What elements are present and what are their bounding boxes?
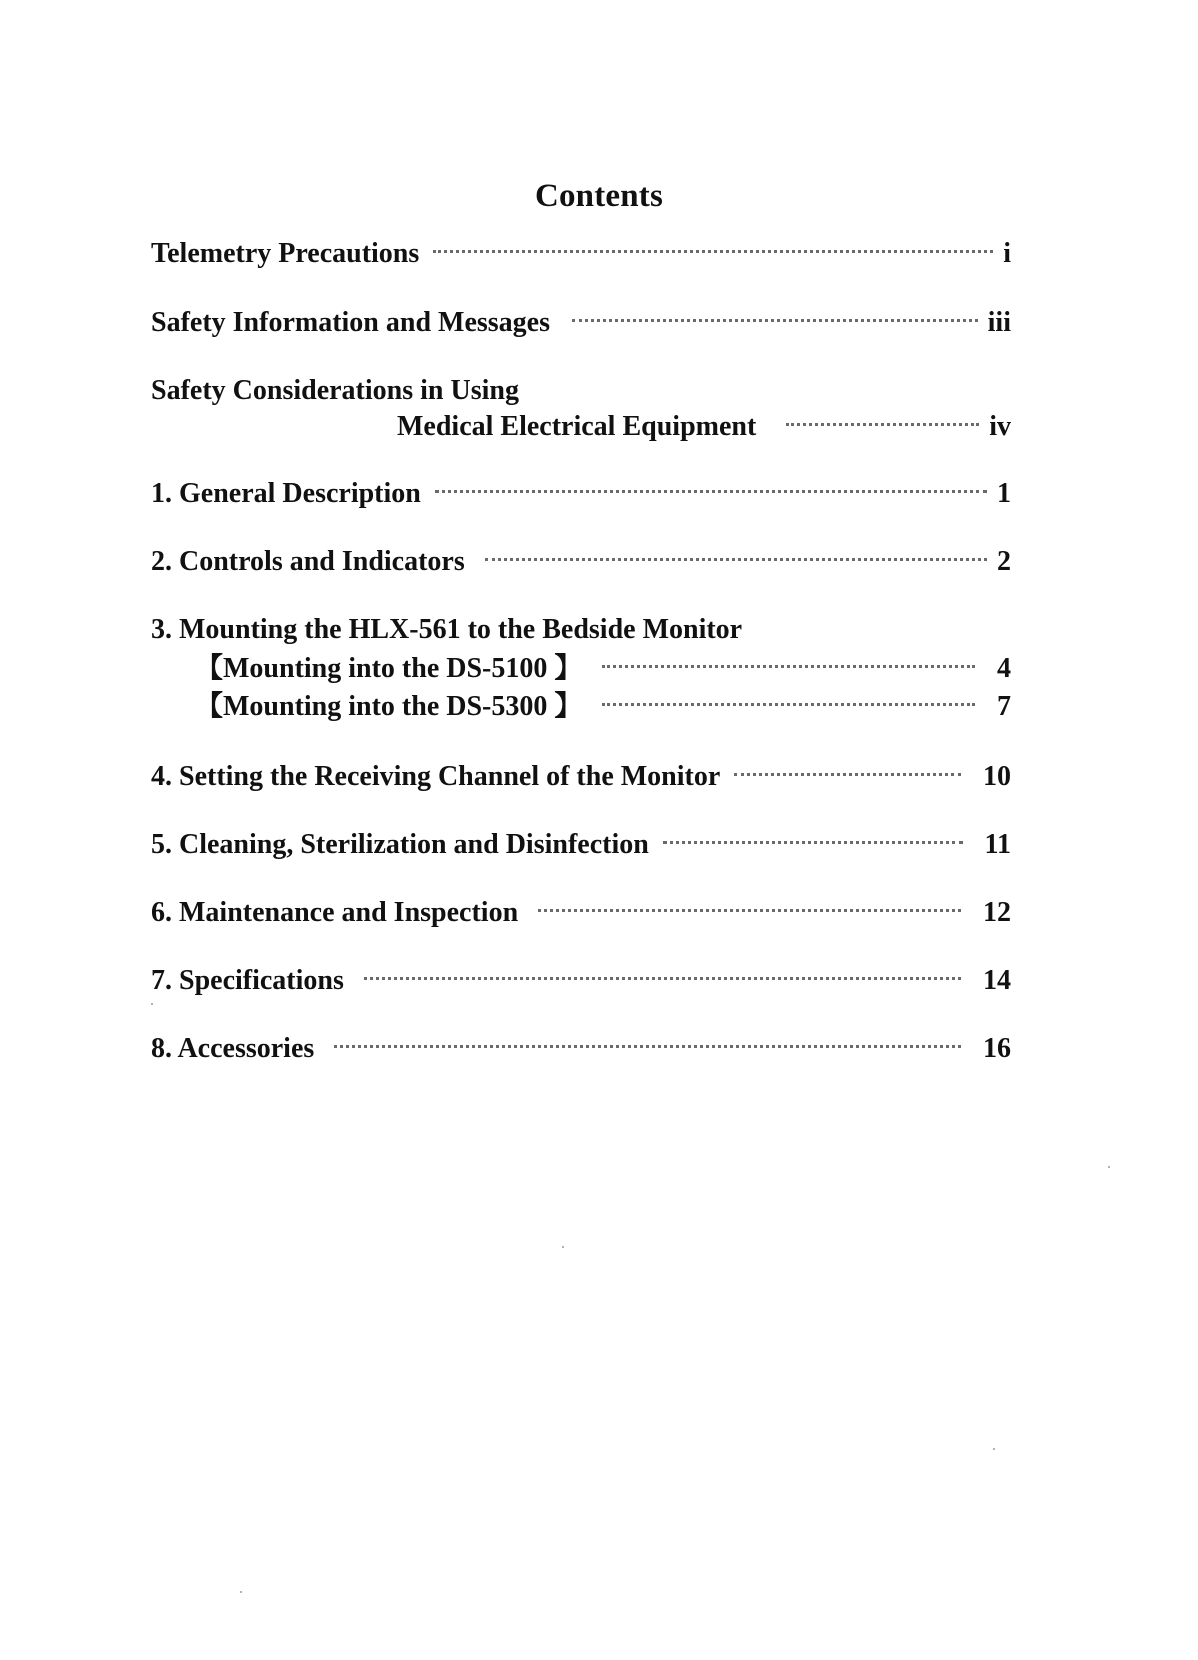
toc-entry-medical-electrical-equipment xyxy=(397,410,1011,444)
toc-label: 6. Maintenance and Inspection xyxy=(151,897,519,928)
toc-heading-safety-considerations: Safety Considerations in Using xyxy=(151,375,519,406)
toc-page-number: 4 xyxy=(997,653,1011,684)
toc-entry-mounting-ds5300 xyxy=(195,690,1011,724)
toc-entry-telemetry-precautions xyxy=(151,237,1011,271)
toc-page-number: 16 xyxy=(983,1033,1011,1064)
toc-entry-safety-information xyxy=(151,306,1011,340)
toc-entry-general-description xyxy=(151,477,1011,511)
scan-speck xyxy=(1108,1166,1110,1168)
toc-label: 8. Accessories xyxy=(151,1033,315,1064)
dot-leader xyxy=(734,773,961,776)
toc-label: 7. Specifications xyxy=(151,965,344,996)
dot-leader xyxy=(602,703,975,706)
toc-heading-mounting: 3. Mounting the HLX-561 to the Bedside Monitor xyxy=(151,614,743,645)
toc-page-number: i xyxy=(1003,238,1011,269)
toc-page-number: iii xyxy=(987,307,1011,338)
toc-entry-mounting-ds5100 xyxy=(195,652,1011,686)
dot-leader xyxy=(485,558,987,561)
toc-label: 2. Controls and Indicators xyxy=(151,546,465,577)
toc-entry-controls-indicators xyxy=(151,545,1011,579)
toc-label: Medical Electrical Equipment xyxy=(397,411,757,442)
dot-leader xyxy=(786,423,979,426)
scan-speck xyxy=(562,1246,564,1248)
toc-page-number: 10 xyxy=(983,761,1011,792)
toc-entry-specifications xyxy=(151,964,1011,998)
toc-page-number: 14 xyxy=(983,965,1011,996)
dot-leader xyxy=(433,250,993,253)
toc-page-number: 11 xyxy=(984,829,1011,860)
toc-entry-accessories xyxy=(151,1032,1011,1066)
scan-speck xyxy=(993,1448,995,1450)
dot-leader xyxy=(538,909,961,912)
toc-label: 4. Setting the Receiving Channel of the Monitor xyxy=(151,761,721,792)
toc-page-number: 1 xyxy=(997,478,1011,509)
toc-label: 【Mounting into the DS-5100 】 xyxy=(195,653,583,684)
dot-leader xyxy=(364,977,961,980)
toc-label: 5. Cleaning, Sterilization and Disinfection xyxy=(151,829,649,860)
toc-entry-receiving-channel xyxy=(151,760,1011,794)
toc-page-number: 12 xyxy=(983,897,1011,928)
toc-label: Telemetry Precautions xyxy=(151,238,420,269)
dot-leader xyxy=(663,841,963,844)
page-title: Contents xyxy=(534,178,664,214)
dot-leader xyxy=(435,490,987,493)
dot-leader xyxy=(334,1045,961,1048)
toc-label: 【Mounting into the DS-5300 】 xyxy=(195,691,583,722)
toc-entry-cleaning xyxy=(151,828,1011,862)
toc-page-number: 7 xyxy=(997,691,1011,722)
dot-leader xyxy=(572,319,978,322)
scan-speck xyxy=(151,1003,153,1005)
dot-leader xyxy=(602,665,975,668)
toc-page-number: iv xyxy=(989,411,1011,442)
toc-label: Safety Information and Messages xyxy=(151,307,550,338)
toc-page-number: 2 xyxy=(997,546,1011,577)
toc-entry-maintenance xyxy=(151,896,1011,930)
scan-speck xyxy=(240,1591,242,1593)
toc-label: 1. General Description xyxy=(151,478,421,509)
